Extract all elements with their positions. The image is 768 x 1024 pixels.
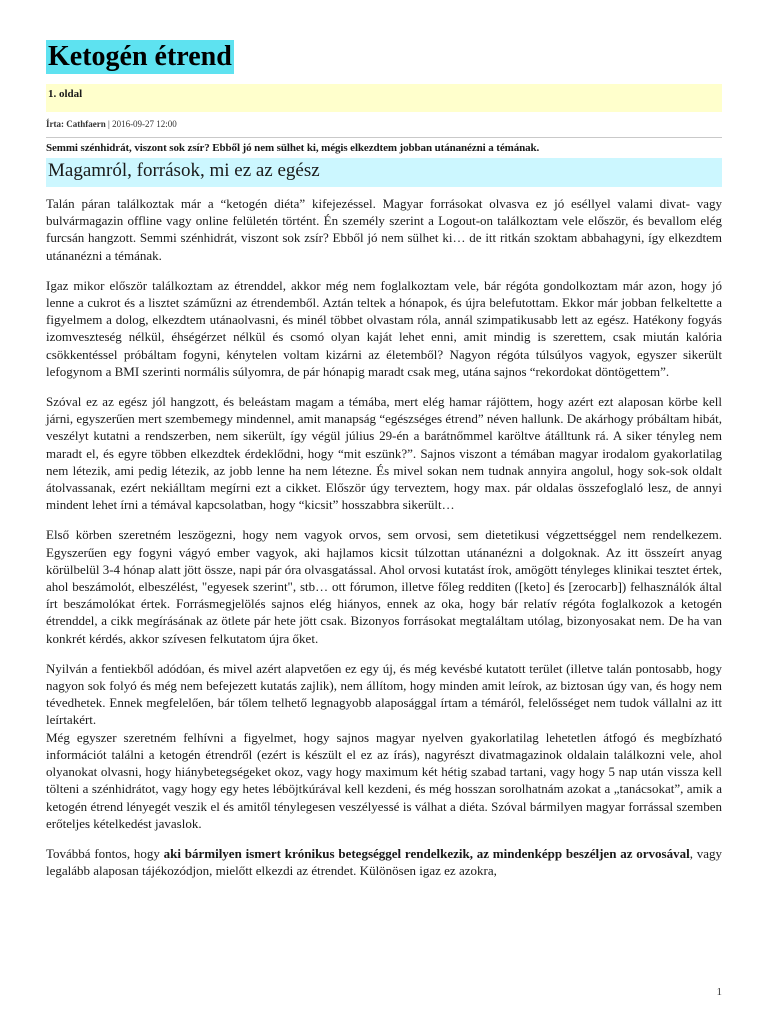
paragraph: Talán páran találkoztak már a “ketogén diéta” kifejezéssel. Magyar forrásokat olvasva ez jó eséllyel valami divat- vagy bulvármagazin offline vagy online felületén történt. Én személy szerint a Logout-on találkoztam vele először, és bevallom elég furcsán hangzott. Semmi szénhidrát, viszont sok zsír? Ebből jó nem sülhet ki… de itt ritkán szoktam abbahagyni, így elkezdtem utánanézni a témának. xyxy=(46,196,722,263)
author-meta xyxy=(46,118,722,130)
final-paragraph-end: , vagy legalább alaposan tájékozódjon, mielőtt elkezdi az étrendet. Különösen igaz ez azokra, xyxy=(46,845,722,879)
title-wrap xyxy=(46,40,722,80)
final-paragraph-start: Továbbá fontos, hogy xyxy=(46,845,164,861)
page-number: 1 xyxy=(716,986,722,998)
paragraph: Még egyszer szeretném felhívni a figyelmet, hogy sajnos magyar nyelven gyakorlatilag lehetetlen átfogó és megbízható információt találni a ketogén étrendről (ezért is készült el ez az írás), nagyrészt divatmagazinok oldalain találkozni vele, ahol olyanokat olvasni, hogy hiánybetegségeket okoz, vagy hogy maximum két hétig szabad tartani, vagy hogy 5 nap után vissza kell tölteni a szénhidrátot, vagy hogy egy hetes léböjtkúrával kell kezdeni, és még hosszan sorolhatnám azokat a „tanácsokat”, amik a ketogén étrend lényegét veszik el és amitől ténylegesen veszélyessé is válhat a diéta. Szóval bármilyen magyar forrással szemben erőteljes kételkedést javaslok. xyxy=(46,729,722,831)
paragraph: Első körben szeretném leszögezni, hogy nem vagyok orvos, sem orvosi, sem dietetikusi végzettséggel nem rendelkezem. Egyszerűen egy fogyni vágyó ember vagyok, aki hajlamos kicsit túlzottan utánanézni a dolgoknak. Az itt összeírt anyag körülbelül 3-4 hónap alatt jött össze, napi pár óra olvasgatással. Ahol orvosi kutatást írok, amögött tényleges klinikai tesztet értek, ahol beszámolót, elbeszélést, "egyesek szerint", stb… ott fórumon, illetve főleg redditen ([keto] és [zerocarb]) felhasználók által írt beszámolókat értek. Forrásmegjelölés sajnos elég hiányos, ennek az oka, hogy bár relatív régóta foglalkozok a ketogén étrenddel, a cikk megírásának az ötlete pár hete jött csak. Bizonyos forrásokat megtaláltam utólag, bizonyosakat nem. De ha van konkrét kérdés, akkor szívesen felkutatom újra őket. xyxy=(46,527,722,646)
meta-separator: | xyxy=(108,119,110,129)
page-label: 1. oldal xyxy=(46,84,722,112)
page-title: Ketogén étrend xyxy=(48,41,232,72)
author-label: Írta: xyxy=(46,119,64,129)
paragraph: Nyilván a fentiekből adódóan, és mivel azért alapvetően ez egy új, és még kevésbé kutatott terület (illetve talán pontosabb, hogy nagyon sok folyó és még nem befejezett kutatás zajlik), nem állítom, hogy minden amit leírok, az biztosan úgy van, és hogy nem tévedhetek. Ennek megfelelően, bár tőlem telhető legnagyobb alaposággal írtam a témáról, felelősséget nem tudok vállalni az itt leírtakért. xyxy=(46,660,722,728)
section-heading: Magamról, források, mi ez az egész xyxy=(46,158,722,187)
paragraph: Igaz mikor először találkoztam az étrenddel, akkor még nem foglalkoztam vele, bár régóta gondolkoztam már azon, hogy jó lenne a cukrot és a lisztet száműzni az étrendemből. Aztán teltek a hónapok, és újra belefutottam. Ekkor már jobban felkeltette a figyelmem a dolog, elkezdtem utánaolvasni, és minél többet olvastam róla, annál szimpatikusabb lett az egész. Hatékony fogyás izomveszteség nélkül, éhségérzet nélkül és csomó olyan kaját lehet enni, amit mindig is szerettem, csak miután kalória csökkentéssel próbáltam fogyni, kénytelen voltam kizárni az életemből? Nagyon régóta túlsúlyos vagyok, egyszer sikerült lefogynom a BMI szerinti normális súlyomra, de pár hónapig maradt csak meg, utána sajnos “rekordokat döntögettem”. xyxy=(46,277,722,379)
article-body xyxy=(46,195,722,879)
paragraph: Szóval ez az egész jól hangzott, és beleástam magam a témába, mert elég hamar rájöttem, hogy azért ezt alaposan körbe kell járni, egyszerűen mert szembemegy mindennel, amit manapság “egészséges étrend” néven hallunk. De akárhogy próbáltam hibát, veszélyt kutatni a rendszerben, nem sikerült, így végül július 29-én a barátnőmmel karöltve átálltunk rá. A siker tényleg nem maradt el, és egyre többen elkezdtek érdeklődni, hogy “mit eszünk?”. Sajnos viszont a témában magyar irodalom gyakorlatilag nem létezik, ami pedig létezik, az jobb lenne ha nem létezne. És mivel sokan nem tudnak annyira angolul, hogy sok-sok oldalt átolvassanak, ezért nekiálltam megírni ezt a cikket. Először úgy terveztem, hogy max. pár oldalas összefoglaló lesz, de annyi mindent lehet írni a témával kapcsolatban, hogy “kicsit” hosszabbra sikerült… xyxy=(46,394,722,513)
document-page xyxy=(46,40,722,892)
lead-text: Semmi szénhidrát, viszont sok zsír? Ebből jó nem sülhet ki, mégis elkezdtem jobban utánanézni a témának. xyxy=(46,142,540,154)
author-name: Cathfaern xyxy=(66,119,106,129)
divider xyxy=(46,137,722,138)
final-paragraph-emphasis: aki bármilyen ismert krónikus betegséggel rendelkezik, az mindenképp beszéljen az orvosával xyxy=(163,845,690,861)
post-date: 2016-09-27 12:00 xyxy=(112,119,177,129)
final-paragraph xyxy=(46,845,722,879)
